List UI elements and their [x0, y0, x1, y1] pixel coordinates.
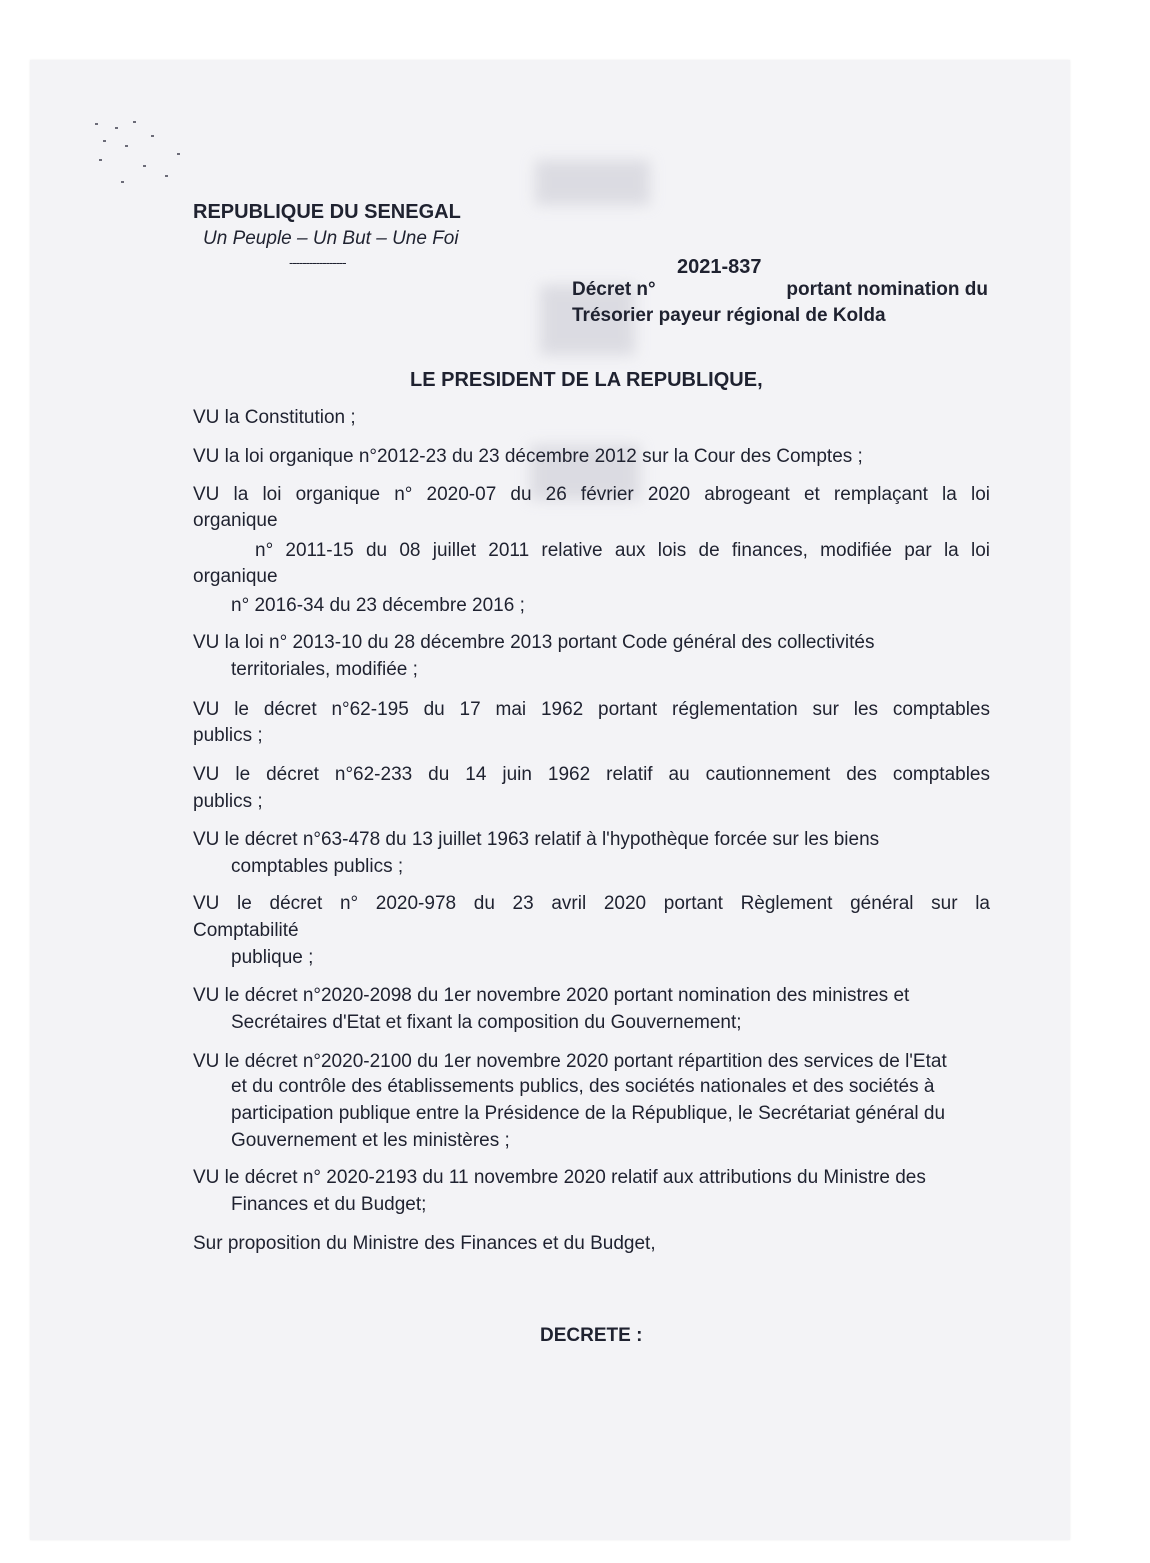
- vu-line: VU le décret n°63-478 du 13 juillet 1963 relatif à l'hypothèque forcée sur les biens: [193, 829, 880, 850]
- vu-line: VU la loi organique n° 2020-07 du 26 février 2020 abrogeant et remplaçant la loi: [193, 484, 990, 505]
- national-motto: Un Peuple – Un But – Une Foi: [203, 228, 459, 249]
- decrete-heading: DECRETE :: [540, 1325, 643, 1346]
- vu-line: VU le décret n°62-233 du 14 juin 1962 relatif au cautionnement des comptables: [193, 764, 990, 785]
- vu-line: VU le décret n°2020-2098 du 1er novembre 2020 portant nomination des ministres et: [193, 985, 910, 1006]
- decree-title-line1: [572, 276, 988, 304]
- vu-line: publics ;: [193, 725, 263, 746]
- decree-title-right: portant nomination du: [786, 279, 988, 300]
- vu-line: VU le décret n° 2020-978 du 23 avril 2020 portant Règlement général sur la: [193, 893, 990, 914]
- vu-line: VU la Constitution ;: [193, 407, 356, 428]
- vu-line: Secrétaires d'Etat et fixant la composition du Gouvernement;: [231, 1012, 742, 1033]
- vu-line: comptables publics ;: [231, 856, 404, 877]
- vu-line: et du contrôle des établissements publics, des sociétés nationales et des sociétés à: [231, 1076, 935, 1097]
- vu-line: VU la loi organique n°2012-23 du 23 décembre 2012 sur la Cour des Comptes ;: [193, 446, 863, 467]
- decree-number: 2021-837: [677, 256, 762, 278]
- decree-title-line2: Trésorier payeur régional de Kolda: [572, 305, 886, 326]
- vu-line: n° 2016-34 du 23 décembre 2016 ;: [231, 595, 525, 616]
- vu-line: VU le décret n°62-195 du 17 mai 1962 portant réglementation sur les comptables: [193, 699, 990, 720]
- vu-line: VU le décret n°2020-2100 du 1er novembre 2020 portant répartition des services de l'Etat: [193, 1051, 947, 1072]
- vu-line: territoriales, modifiée ;: [231, 659, 418, 680]
- scan-specks: [85, 115, 215, 195]
- vu-line: Comptabilité: [193, 920, 299, 941]
- vu-line: VU le décret n° 2020-2193 du 11 novembre 2020 relatif aux attributions du Ministre des: [193, 1167, 926, 1188]
- vu-line: participation publique entre la Présidence de la République, le Secrétariat général du: [231, 1103, 946, 1124]
- vu-line: publics ;: [193, 791, 263, 812]
- vu-line: organique: [193, 566, 278, 587]
- header-divider: -----------------: [289, 255, 346, 270]
- vu-line: VU la loi n° 2013-10 du 28 décembre 2013 portant Code général des collectivités: [193, 632, 875, 653]
- vu-line: Finances et du Budget;: [231, 1194, 427, 1215]
- vu-line: publique ;: [231, 947, 314, 968]
- stamp-smudge: [535, 160, 650, 205]
- decree-title-left: Décret n°: [572, 279, 656, 300]
- vu-line: organique: [193, 510, 278, 531]
- country-name: REPUBLIQUE DU SENEGAL: [193, 201, 461, 223]
- vu-line: n° 2011-15 du 08 juillet 2011 relative aux lois de finances, modifiée par la loi: [255, 540, 990, 561]
- vu-line: Gouvernement et les ministères ;: [231, 1130, 510, 1151]
- president-heading: LE PRESIDENT DE LA REPUBLIQUE,: [410, 369, 763, 391]
- proposal-line: Sur proposition du Ministre des Finances et du Budget,: [193, 1233, 656, 1254]
